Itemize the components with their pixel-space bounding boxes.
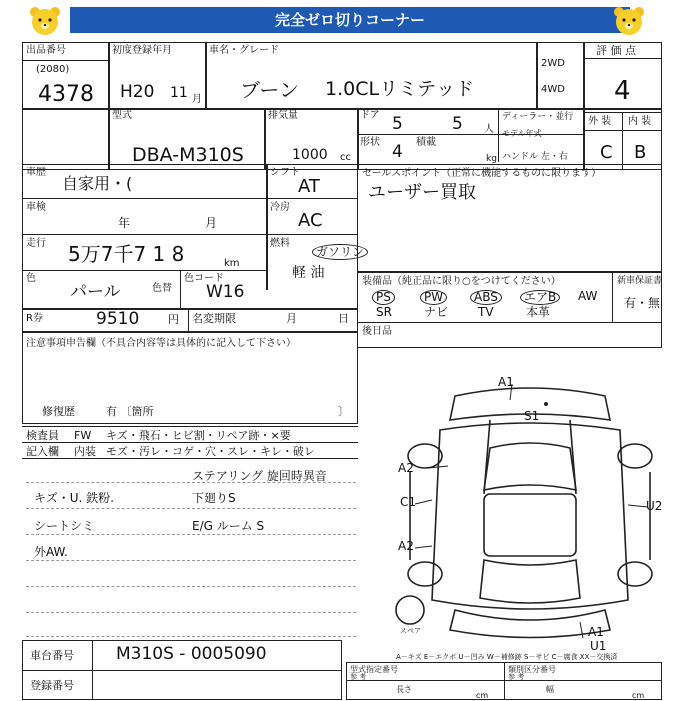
warranty-label: 新車保証書	[617, 276, 663, 286]
page-title: 完全ゼロ切りコーナー	[70, 7, 630, 33]
repair-label: 修復歴	[42, 405, 75, 418]
interior-label: 内 装	[628, 116, 652, 127]
note-undercarriage: 下廻りS	[192, 491, 236, 505]
equipment-airbag: エアB	[520, 290, 560, 305]
mileage-label: 走行	[26, 238, 46, 249]
fuel-label: 燃料	[270, 238, 290, 249]
car-damage-diagram	[380, 360, 680, 660]
seats-value: 5	[452, 114, 463, 134]
lot-no-label: 出品番号	[26, 45, 66, 56]
capacity-label: 積載	[416, 137, 436, 148]
chassis-no-value: M310S - 0005090	[116, 644, 267, 664]
color-code-value: W16	[206, 282, 245, 302]
equipment-aw: AW	[578, 289, 598, 303]
reg-no-label: 登録番号	[30, 679, 74, 692]
ac-value: AC	[298, 210, 323, 231]
note-aw: 外AW.	[34, 545, 68, 559]
damage-mark-a1-bottom: A1	[588, 625, 604, 639]
damage-legend: A－キズ E－エクボ U－凹み W－補修跡 S－サビ C－腐食 XX－交換済	[396, 653, 618, 661]
shift-value: AT	[298, 176, 320, 197]
chassis-no-label: 車台番号	[30, 649, 74, 662]
damage-mark-u2: U2	[646, 499, 663, 513]
recycle-value: 9510	[96, 309, 140, 329]
post-input-label: 後日品	[362, 326, 392, 337]
exterior-label: 外 装	[588, 116, 612, 127]
first-reg-year: H20	[120, 82, 155, 102]
spare-label: スペア	[400, 627, 421, 635]
cc-unit: cc	[340, 152, 351, 163]
first-reg-label: 初度登録年月	[112, 45, 172, 56]
warranty-value: 有・無	[624, 296, 661, 310]
grade-score-label: 評 価 点	[596, 44, 636, 57]
equipment-tv: TV	[478, 305, 494, 319]
damage-mark-a2-a: A2	[398, 461, 414, 475]
class-no-label: 類別区分番号	[508, 665, 556, 674]
color-change-label: 色替	[152, 283, 172, 294]
ac-label: 冷房	[270, 202, 290, 213]
name-change-label: 名変期限	[192, 312, 236, 325]
lot-number: 4378	[38, 82, 94, 107]
fw-options: キズ・飛石・ヒビ割・リペア跡・×要	[106, 429, 291, 442]
reg-type-label: 車歴	[26, 167, 46, 178]
mileage-unit: km	[224, 258, 240, 269]
note-room: E/G ルーム S	[192, 519, 265, 533]
vehicle-info-block	[22, 42, 662, 170]
ref-label-2: 参 考	[508, 673, 525, 681]
sales-point-block	[357, 164, 662, 272]
doors-value: 5	[392, 114, 403, 134]
fw-label: FW	[74, 429, 92, 442]
lot-prefix: (2080)	[36, 64, 70, 75]
interior-value: B	[634, 142, 647, 163]
sales-point-value: ユーザー買取	[368, 182, 476, 203]
damage-mark-u1: U1	[590, 639, 607, 653]
name-change-day: 日	[338, 312, 349, 325]
bear-mascot-icon-right	[612, 5, 646, 37]
inspector-label: 検査員	[26, 429, 59, 442]
inspection-year-unit: 年	[118, 216, 131, 230]
color-label: 色	[26, 273, 36, 284]
doors-label: ドア	[360, 110, 380, 121]
drive-4wd-label: 4WD	[541, 84, 565, 95]
car-name-label: 車名・グレード	[209, 45, 279, 56]
color-value: パール	[70, 282, 121, 302]
repair-bracket-end: 〕	[338, 405, 349, 418]
model-year-label: モデル年式	[502, 129, 542, 138]
grade-value: 1.0CLリミテッド	[325, 78, 475, 100]
model-type-label: 型式	[112, 110, 132, 121]
width-unit: cm	[632, 691, 645, 700]
naiso-options: モズ・汚レ・コゲ・穴・スレ・キレ・破レ	[106, 445, 315, 458]
damage-mark-c1: C1	[400, 495, 417, 509]
displacement-label: 排気量	[268, 110, 298, 121]
inspection-month-unit: 月	[205, 216, 218, 230]
equipment-pw: PW	[420, 290, 447, 305]
equipment-ps: PS	[372, 290, 395, 305]
displacement-value: 1000	[292, 147, 328, 163]
first-reg-month-unit: 月	[192, 94, 202, 105]
shift-label: シフト	[270, 167, 300, 178]
first-reg-month: 11	[170, 85, 188, 101]
model-type-value: DBA-M310S	[132, 144, 244, 166]
repair-value: 有 〔箇所	[106, 405, 154, 418]
notes-label: 注意事項申告欄（不具合内容等は具体的に記入して下さい）	[26, 338, 296, 349]
seats-unit: 人	[484, 124, 494, 135]
note-scratch: キズ・U. 鉄粉.	[34, 491, 114, 505]
naiso-label: 内装	[74, 445, 96, 458]
handle-label: ハンドル 左・右	[502, 152, 568, 162]
length-unit: cm	[476, 691, 489, 700]
dealer-label: ディーラー・並行	[502, 112, 574, 122]
equipment-sr: SR	[376, 305, 392, 319]
note-steering: ステアリング 旋回時異音	[192, 469, 327, 483]
color-code-label: 色コード	[184, 273, 224, 284]
car-name-value: ブーン	[240, 78, 299, 102]
damage-mark-a1-top: A1	[498, 375, 514, 389]
capacity-unit: kg	[486, 154, 497, 164]
grade-score-value: 4	[614, 76, 631, 106]
equipment-navi: ナビ	[424, 305, 449, 319]
shape-value: 4	[392, 142, 403, 162]
fuel-gasoline-circled: ガソリン	[312, 244, 368, 260]
width-label: 幅	[546, 685, 554, 694]
name-change-month: 月	[286, 312, 297, 325]
damage-mark-a2-b: A2	[398, 539, 414, 553]
reg-type-value: 自家用・(	[62, 174, 133, 193]
ref-label-1: 参 考	[350, 673, 367, 681]
type-designation-label: 型式指定番号	[350, 665, 398, 674]
sales-point-label: セールスポイント（正常に機能するものに限ります）	[362, 168, 602, 179]
mileage-value: 5万7千7 1 8	[68, 242, 185, 266]
fuel-diesel: 軽 油	[292, 265, 325, 281]
note-seat: シートシミ	[34, 519, 95, 533]
recycle-yen: 円	[168, 313, 179, 326]
length-label: 長さ	[396, 685, 412, 694]
inspection-label: 車検	[26, 202, 46, 213]
recycle-label: R券	[26, 313, 43, 324]
shape-label: 形状	[360, 137, 380, 148]
damage-mark-s1: S1	[524, 409, 540, 423]
drive-2wd-label: 2WD	[541, 58, 565, 69]
bear-mascot-icon-left	[28, 5, 62, 37]
entry-label: 記入欄	[26, 445, 59, 458]
equipment-abs: ABS	[470, 290, 502, 305]
equipment-leather: 本革	[526, 305, 551, 319]
equipment-label: 装備品（純正品に限り○をつけてください）	[362, 276, 561, 287]
exterior-value: C	[600, 142, 613, 163]
